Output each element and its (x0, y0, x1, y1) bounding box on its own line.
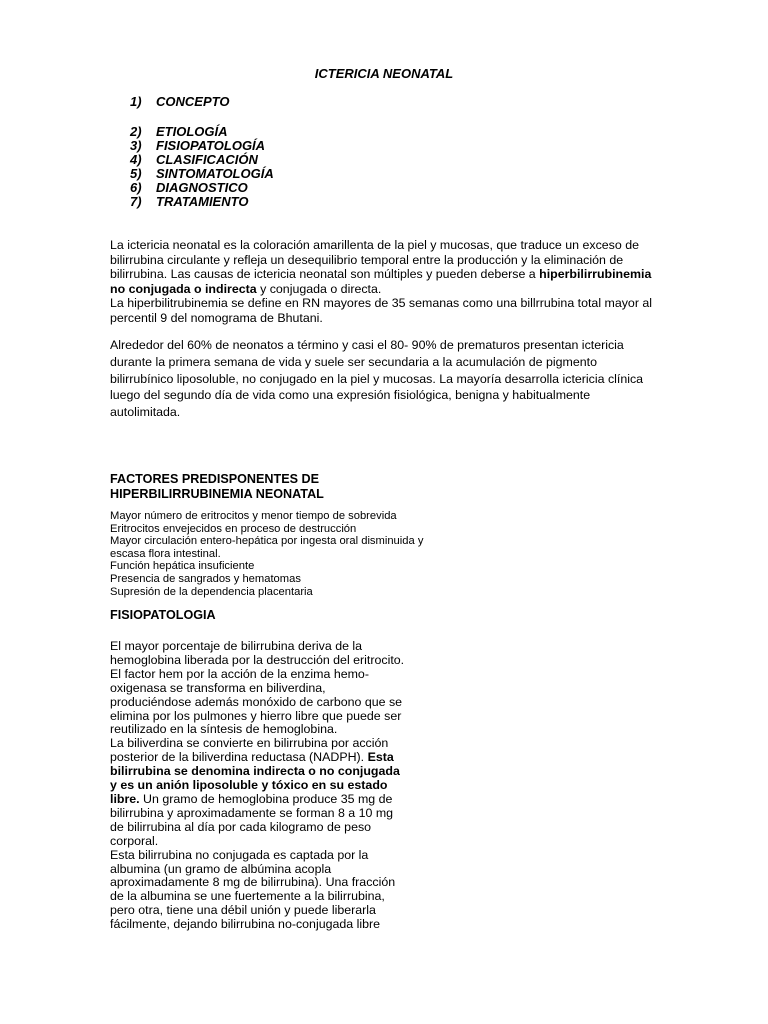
toc-item: 4) CLASIFICACIÓN (130, 152, 258, 167)
toc-item: 7) TRATAMIENTO (130, 194, 249, 209)
list-item: Mayor circulación entero-hepática por ingesta oral disminuida y escasa flora intestinal. (110, 535, 424, 560)
toc-item: 2) ETIOLOGÍA (130, 124, 228, 139)
concept-text: La ictericia neonatal es la coloración amarillenta de la piel y mucosas, que traduce un exceso de bilirrubina circulante y refleja un desequilibrio temporal entre la producción y la eliminación de bilirrubina. Las causas de ictericia neonatal son múltiples y pueden deberse a hiperbilirrubinemia no conjugada o indirecta y conjugada o directa. (110, 238, 652, 296)
toc-item: 6) DIAGNOSTICO (130, 180, 248, 195)
table-of-contents (130, 95, 274, 209)
toc-item: 3) FISIOPATOLOGÍA (130, 138, 266, 153)
concept-paragraph-2 (110, 337, 655, 421)
toc-item: 5) SINTOMATOLOGÍA (130, 166, 274, 181)
concept-definition: La hiperbilitrubinemia se define en RN mayores de 35 semanas como una billrrubina total mayor al percentil 9 del nomograma de Bhutani. (110, 296, 653, 325)
factors-heading: FACTORES PREDISPONENTES DE HIPERBILIRRUBINEMIA NEONATAL (110, 472, 324, 501)
fisiopatologia-paragraph: El mayor porcentaje de bilirrubina deriva de la hemoglobina liberada por la destrucción del eritrocito. El factor hem por la acción de la enzima hemo-oxigenasa se transforma en biliverdina, produciéndose además monóxido de carbono que se elimina por los pulmones y hierro libre que puede ser reutilizado en la síntesis de hemoglobina. (110, 639, 405, 737)
list-item: Supresión de la dependencia placentaria (110, 585, 313, 598)
fisiopatologia-heading: FISIOPATOLOGIA (110, 608, 216, 622)
toc-item: 1) CONCEPTO (130, 94, 230, 109)
fisiopatologia-paragraph: Esta bilirrubina no conjugada es captada por la albumina (un gramo de albúmina acopla aproximadamente 8 mg de bilirrubina). Una fracción de la albumina se une fuertemente a la bilirrubina, pero otra, tiene una débil unión y puede liberarla fácilmente, dejando bilirrubina no-conjugada libre (110, 847, 396, 932)
fisiopatologia-paragraph: La biliverdina se convierte en bilirrubina por acción posterior de la biliverdina reductasa (NADPH). Esta bilirrubina se denomina indirecta o no conjugada y es un anión liposoluble y tóxico en su estado libre. Un gramo de hemoglobina produce 35 mg de bilirrubina y aproximadamente se forman 8 a 10 mg de bilirrubina al día por cada kilogramo de peso corporal. (110, 736, 400, 848)
fisiopatologia-body (110, 640, 410, 932)
concept-paragraph-1 (110, 238, 655, 325)
factors-list (110, 510, 440, 598)
document-title: ICTERICIA NEONATAL (314, 66, 454, 81)
list-item: Función hepática insuficiente (110, 560, 255, 573)
concept-epidemiology: Alrededor del 60% de neonatos a término y casi el 80- 90% de prematuros presentan ictericia durante la primera semana de vida y suele ser secundaria a la acumulación de pigmento bilirrubínico liposoluble, no conjugado en la piel y mucosas. La mayoría desarrolla ictericia clínica luego del segundo día de vida como una expresión fisiológica, benigna y habitualmente autolimitada. (110, 338, 644, 420)
list-item: Presencia de sangrados y hematomas (110, 572, 301, 585)
list-item: Mayor número de eritrocitos y menor tiempo de sobrevida (110, 510, 397, 522)
list-item: Eritrocitos envejecidos en proceso de destrucción (110, 522, 357, 535)
